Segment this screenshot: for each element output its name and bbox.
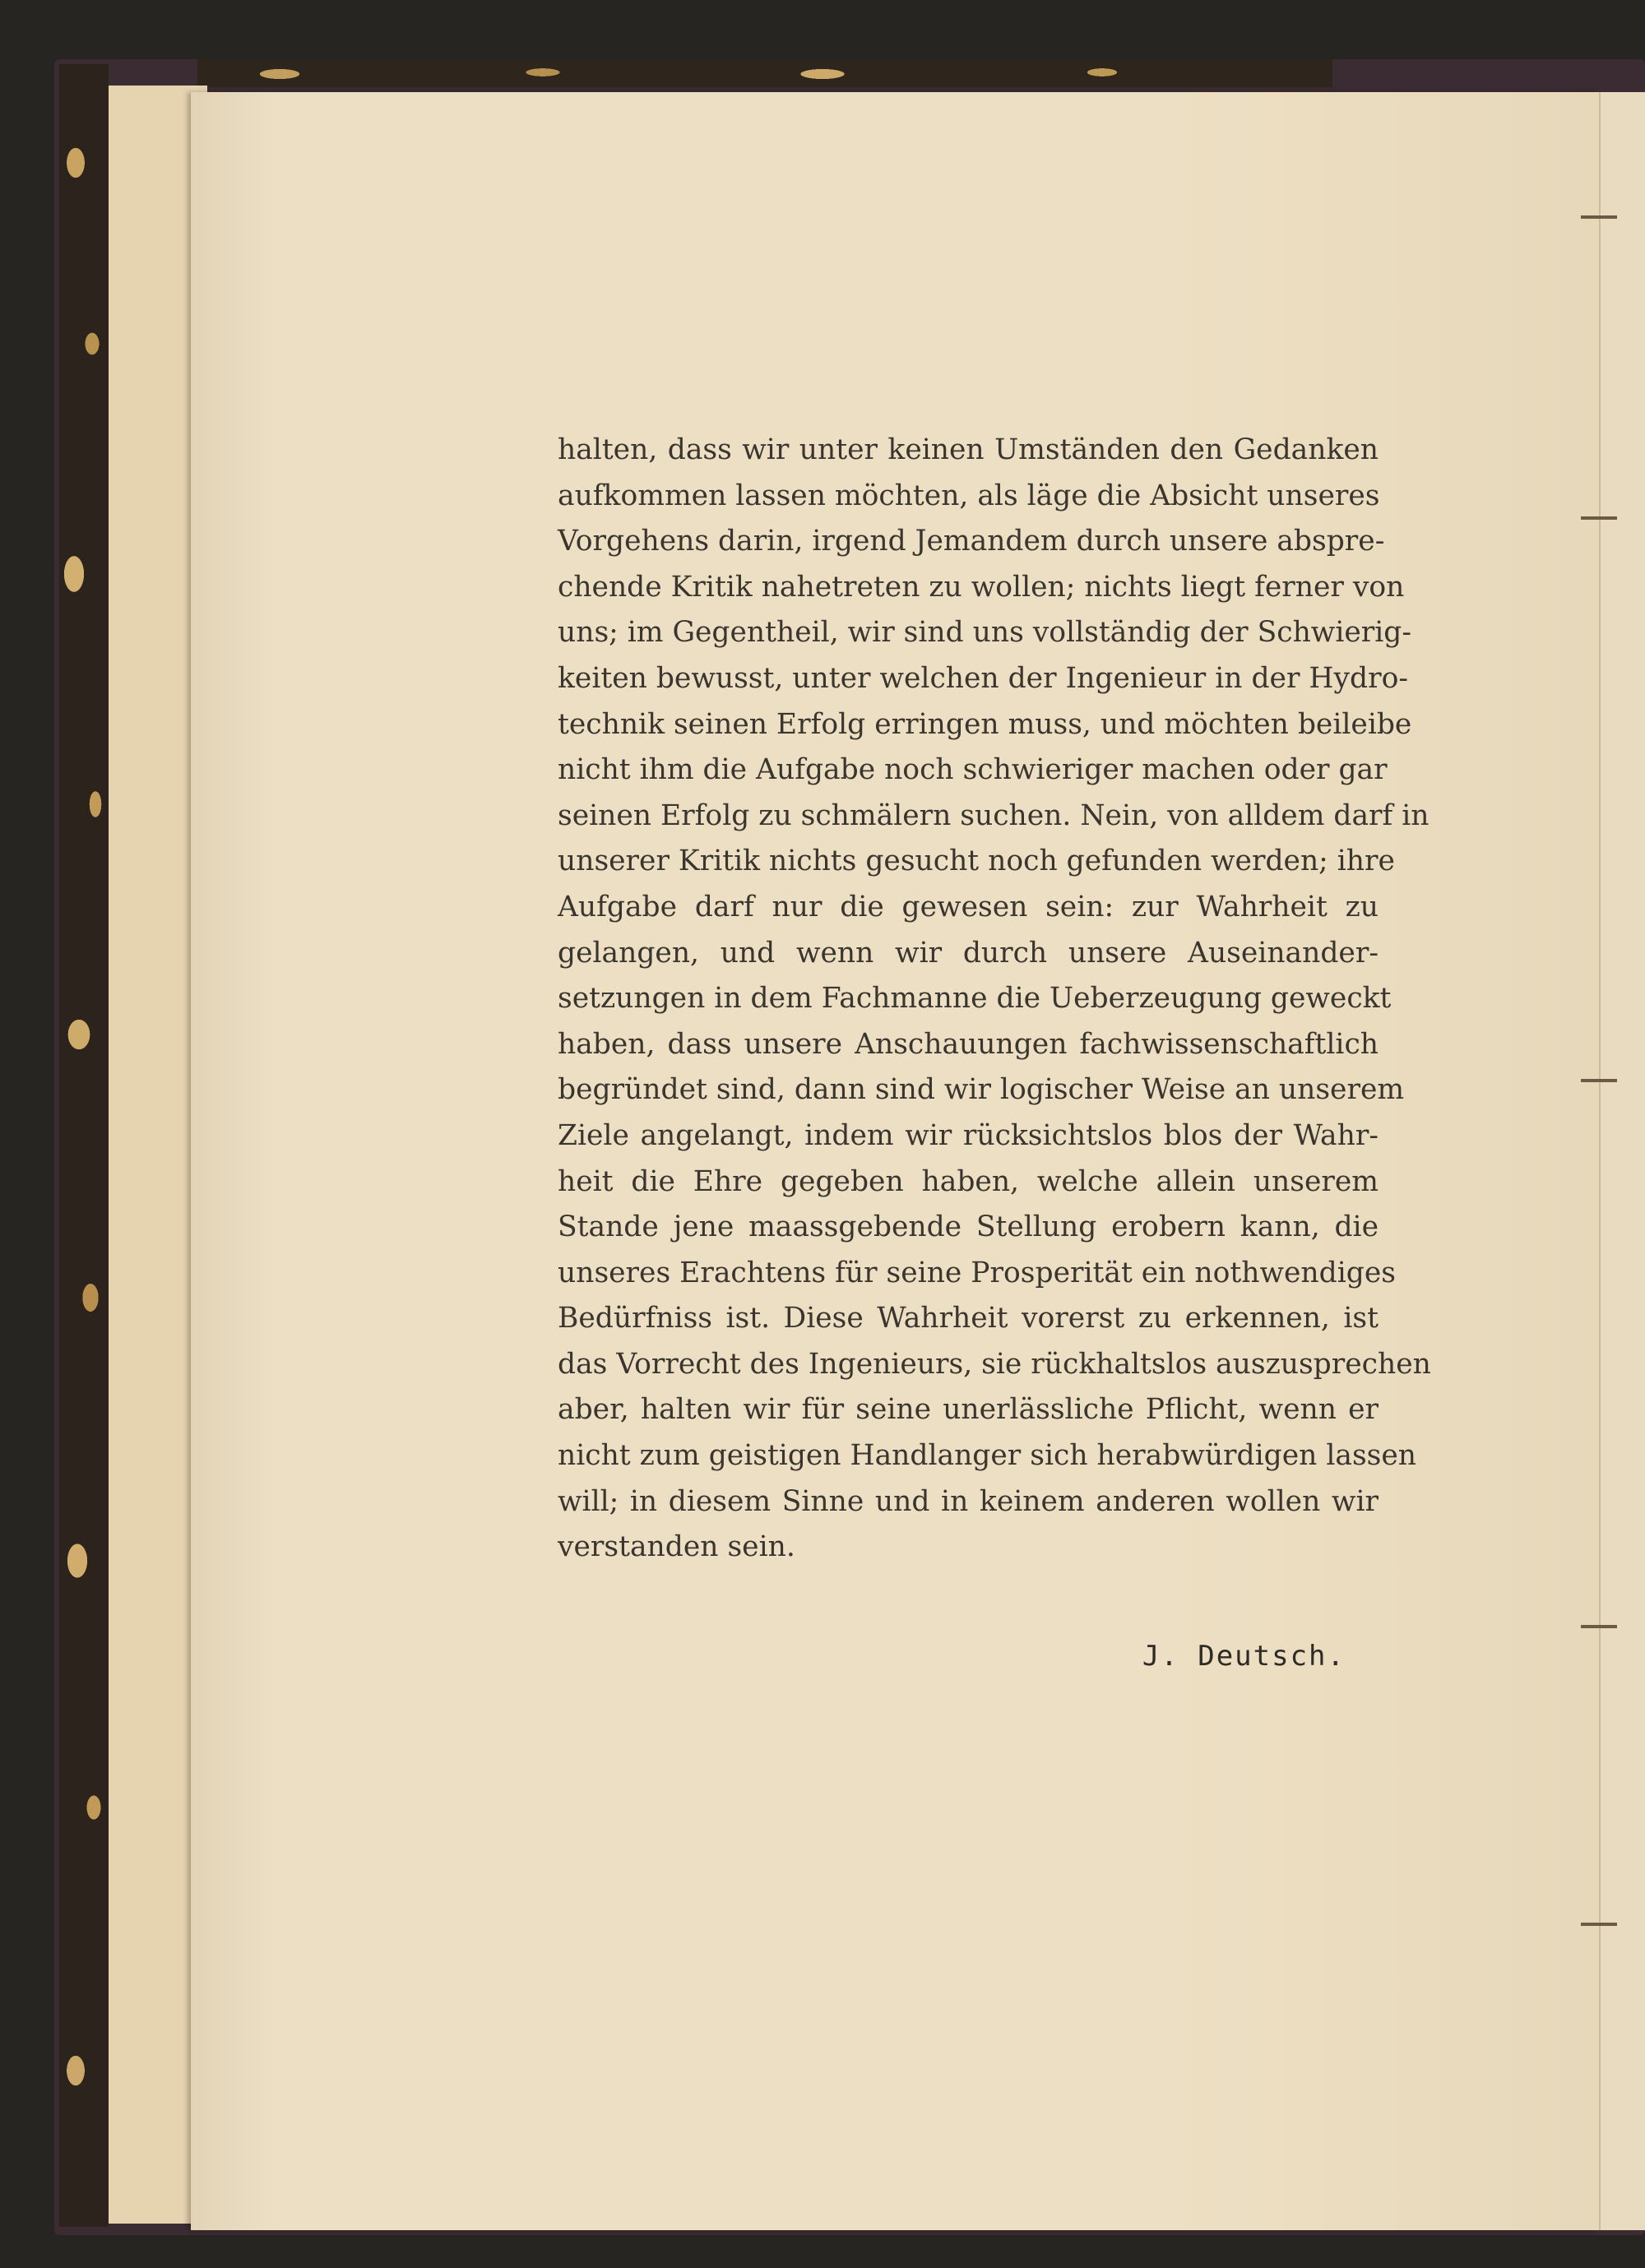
text-line: aufkommen lassen möchten, als läge die Absicht unseres bbox=[558, 479, 1380, 512]
text-line: heit die Ehre gegeben haben, welche allein unserem bbox=[558, 1164, 1379, 1198]
marbled-cover-edge bbox=[59, 64, 109, 2227]
text-line: unserer Kritik nichts gesucht noch gefunden werden; ihre bbox=[558, 845, 1395, 878]
text-line: nicht zum geistigen Handlanger sich herabwürdigen lassen bbox=[558, 1439, 1416, 1473]
text-line: verstanden sein. bbox=[558, 1530, 795, 1564]
text-line: unseres Erachtens für seine Prosperität ein nothwendiges bbox=[558, 1256, 1396, 1289]
author-signature: J. Deutsch. bbox=[1142, 1640, 1346, 1673]
marbled-cover-top bbox=[197, 59, 1332, 87]
binding-stitch bbox=[1581, 516, 1617, 520]
text-line: keiten bewusst, unter welchen der Ingenieur in der Hydro- bbox=[558, 661, 1409, 695]
text-line: seinen Erfolg zu schmälern suchen. Nein, von alldem darf in bbox=[558, 798, 1430, 832]
text-line: aber, halten wir für seine unerlässliche Pflicht, wenn er bbox=[558, 1393, 1379, 1427]
next-page-edge bbox=[1599, 92, 1645, 2230]
text-line: begründet sind, dann sind wir logischer Weise an unserem bbox=[558, 1073, 1405, 1107]
text-line: setzungen in dem Fachmanne die Ueberzeugung geweckt bbox=[558, 982, 1392, 1016]
binding-stitch bbox=[1581, 1079, 1617, 1082]
text-line: Aufgabe darf nur die gewesen sein: zur Wahrheit zu bbox=[558, 890, 1379, 923]
text-line: Bedürfniss ist. Diese Wahrheit vorerst zu erkennen, ist bbox=[558, 1302, 1379, 1335]
text-line: haben, dass unsere Anschauungen fachwissenschaftlich bbox=[558, 1027, 1379, 1061]
text-line: Stande jene maassgebende Stellung erobern kann, die bbox=[558, 1210, 1379, 1244]
text-line: technik seinen Erfolg erringen muss, und möchten beileibe bbox=[558, 707, 1412, 741]
text-line: chende Kritik nahetreten zu wollen; nichts liegt ferner von bbox=[558, 570, 1405, 604]
text-line: uns; im Gegentheil, wir sind uns vollständig der Schwierig- bbox=[558, 616, 1412, 650]
text-line: das Vorrecht des Ingenieurs, sie rückhaltslos auszusprechen bbox=[558, 1347, 1431, 1381]
binding-stitch bbox=[1581, 1923, 1617, 1926]
body-text bbox=[558, 428, 1431, 1571]
text-line: Ziele angelangt, indem wir rücksichtslos blos der Wahr- bbox=[558, 1118, 1379, 1152]
text-line: Vorgehens darin, irgend Jemandem durch unsere abspre- bbox=[558, 525, 1385, 558]
text-line: halten, dass wir unter keinen Umständen den Gedanken bbox=[558, 433, 1379, 466]
binding-stitch bbox=[1581, 1625, 1617, 1628]
binding-stitch bbox=[1581, 215, 1617, 219]
text-line: nicht ihm die Aufgabe noch schwieriger machen oder gar bbox=[558, 753, 1388, 787]
text-line: will; in diesem Sinne und in keinem anderen wollen wir bbox=[558, 1484, 1379, 1518]
text-line: gelangen, und wenn wir durch unsere Auseinander- bbox=[558, 936, 1379, 970]
